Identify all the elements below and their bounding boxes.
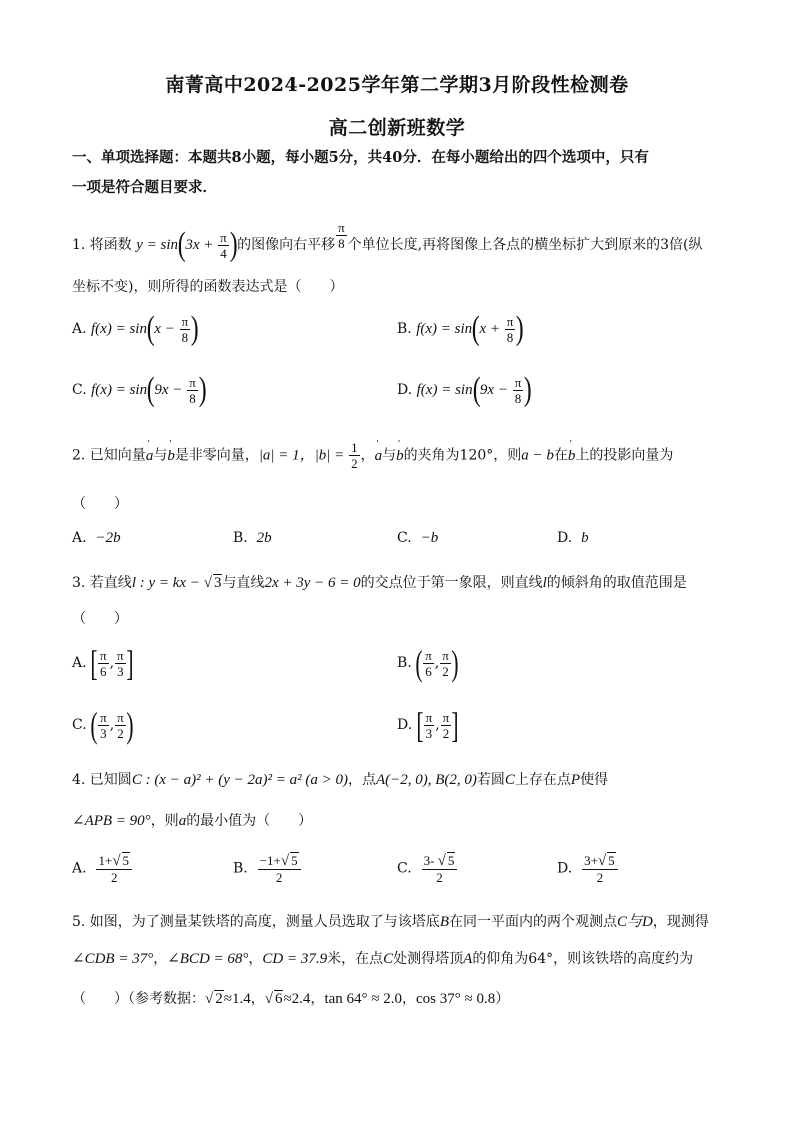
q3-option-d[interactable]: D. [ $\frac{\pi}{3}$ , $\frac{\pi}{2}$ ] — [397, 705, 459, 745]
section-heading-line1: 一、单项选择题：本题共8小题，每小题5分，共40分．在每小题给出的四个选项中，只有 — [72, 149, 649, 166]
q1-mid-text: 的图像向右平移 — [237, 237, 336, 253]
q2-abs-b: |b| = — [314, 447, 349, 464]
q1-pi-over-8: $\frac{\pi}{8}$ — [338, 219, 345, 251]
q1-func: y = sin — [136, 237, 179, 253]
q1-arg: 3x + — [185, 237, 218, 253]
q2-option-d[interactable]: D. b — [557, 530, 589, 546]
q4-points: A(−2, 0), B(2, 0) — [375, 772, 477, 788]
q4-option-d[interactable]: D. $\frac{3+√ 5}{2}$ — [557, 852, 619, 885]
exam-title: 南菁高中2024-2025学年第二学期3月阶段性检测卷 — [165, 74, 629, 96]
q2-option-b[interactable]: B. 2b — [233, 530, 272, 546]
q2-option-c[interactable]: C. −b — [397, 530, 439, 546]
q4-option-a[interactable]: A. $\frac{1+√ 5}{2}$ — [72, 852, 133, 885]
q3-line-2: 2x + 3y − 6 = 0 — [264, 575, 361, 591]
q1-rest-text: 个单位长度,再将图像上各点的横坐标扩大到原来的3倍(纵 — [347, 237, 703, 253]
q4-option-b[interactable]: B. $\frac{-1+√ 5}{2}$ — [233, 852, 302, 885]
q1-option-d[interactable]: D. f(x) = sin(9x − $\frac{\pi}{8}$ ) — [397, 371, 532, 408]
q4-stem-line2: ∠APB = 90°，则a的最小值为（ ） — [72, 813, 313, 829]
q2-stem-line2: （ ） — [72, 496, 128, 512]
q5-stem-line2: ∠CDB = 37°，∠BCD = 68°，CD = 37.9米，在点C处测得塔顶A的仰角为64°，则该铁塔的高度约为 — [72, 951, 694, 967]
q4-stem-line1: 4. 已知圆C : (x − a)² + (y − 2a)² = a² (a > 0)，点A(−2, 0), B(2, 0)若圆C上存在点P使得 — [72, 772, 609, 788]
q2-abs-a: |a| = 1， — [258, 447, 315, 464]
q3-option-c[interactable]: C. ( $\frac{\pi}{3}$ , $\frac{\pi}{2}$ ) — [72, 705, 134, 745]
q3-option-a[interactable]: A. [ $\frac{\pi}{6}$ , $\frac{\pi}{3}$ ] — [72, 643, 134, 683]
q1-stem-line2: 坐标不变)，则所得的函数表达式是（ ） — [72, 279, 344, 295]
q4-option-c[interactable]: C. $\frac{3- √ 5}{2}$ — [397, 852, 458, 885]
q3-option-b[interactable]: B. ( $\frac{\pi}{6}$ , $\frac{\pi}{2}$ ) — [397, 643, 459, 683]
q4-angle: ∠APB = 90° — [72, 813, 151, 829]
q5-stem-line3: （ ）（参考数据：√ 2≈1.4，√ 6≈2.4，tan 64° ≈ 2.0，cos 37° ≈ 0.8） — [72, 991, 510, 1007]
section-heading — [72, 143, 727, 203]
q3-stem-line2: （ ） — [72, 611, 128, 627]
exam-subtitle: 高二创新班数学 — [328, 117, 466, 139]
q5-stem-line1: 5. 如图，为了测量某铁塔的高度，测量人员选取了与该塔底B在同一平面内的两个观测点C与D，现测得 — [72, 914, 709, 930]
q3-stem-line1: 3. 若直线l : y = kx − √ 3与直线2x + 3y − 6 = 0的交点位于第一象限，则直线l的倾斜角的取值范围是 — [72, 575, 687, 591]
q2-option-a[interactable]: A. −2b — [72, 530, 121, 546]
q1-pi-over-4: $\frac{\pi}{4}$ — [220, 229, 227, 261]
vector-b: ' b — [167, 448, 175, 465]
q2-a-minus-b: a − b — [521, 447, 554, 464]
q1-number: 1. 将函数 — [72, 237, 132, 253]
q1-stem-line1: 1. 将函数 y = sin(3x + $\frac{\pi}{4}$ )的图像向右平移 $\frac{\pi}{8}$ 个单位长度,再将图像上各点的横坐标扩大到原来的3倍(纵 — [72, 219, 703, 263]
q2-stem-line1: 2. 已知向量' a与' b是非零向量，|a| = 1，|b| = $\frac{1}{2}$ ，' a与' b的夹角为120°，则a − b在' b上的投影向量为 — [72, 440, 673, 471]
q1-option-b[interactable]: B. f(x) = sin(x + $\frac{\pi}{8}$ ) — [397, 310, 524, 347]
q4-circle-equation: C : (x − a)² + (y − 2a)² = a² (a > 0) — [131, 772, 348, 788]
section-heading-line2: 一项是符合题目要求． — [72, 179, 217, 196]
q1-option-c[interactable]: C. f(x) = sin(9x − $\frac{\pi}{8}$ ) — [72, 371, 207, 408]
q1-option-a[interactable]: A. f(x) = sin(x − $\frac{\pi}{8}$ ) — [72, 310, 199, 347]
q3-line-l: l : y = kx − — [131, 575, 204, 591]
vector-a: ' a — [146, 448, 154, 465]
